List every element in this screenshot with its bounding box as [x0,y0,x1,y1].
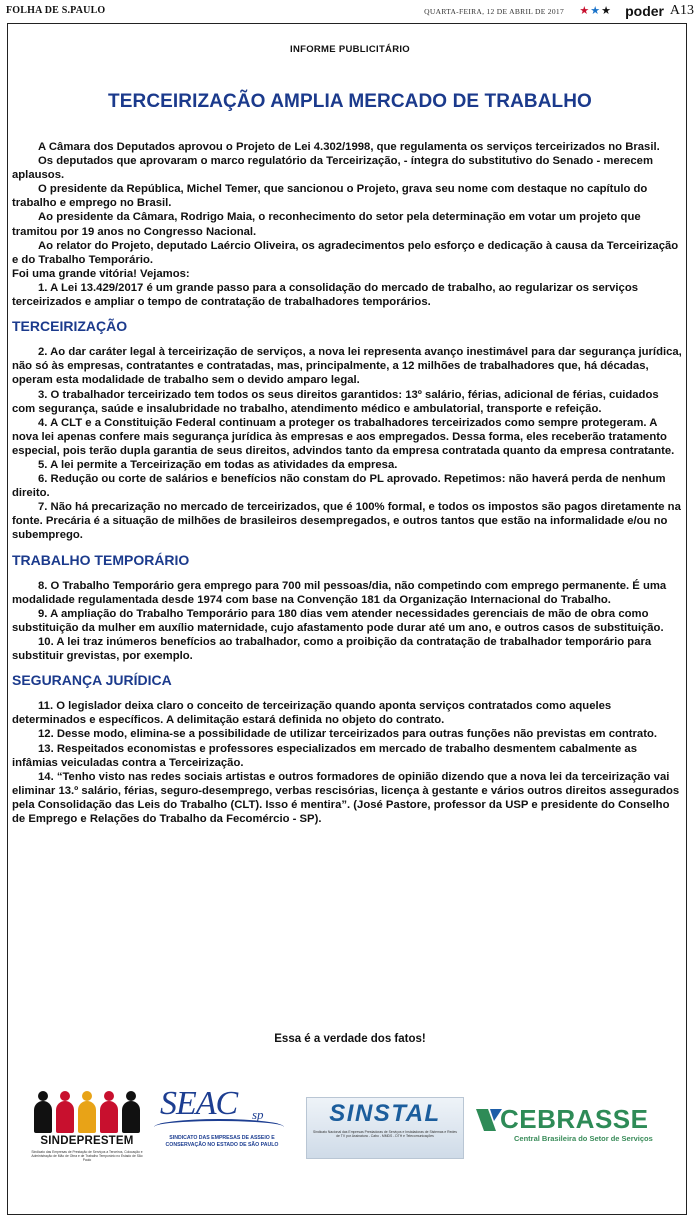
star-icon: ★ [590,5,602,17]
star-icon: ★ [601,5,612,17]
newspaper-masthead [6,4,694,20]
seac-sp-logo [152,1085,292,1170]
sponsor-logos [0,1085,700,1175]
cebrasse-mark-icon [476,1107,502,1133]
closing-line: Essa é a verdade dos fatos! [274,1033,426,1045]
newspaper-name: FOLHA DE S.PAULO [6,5,106,16]
section-heading-terceirizacao: TERCEIRIZAÇÃO [12,318,128,335]
point-paragraph: 14. “Tenho visto nas redes sociais artistas e outros formadores de opinião dizendo que a nova lei da terceirização vai eliminar 13.º salário, férias, seguro-desemprego, verbas rescisórias, licença à gestante e vários outros direitos assegurados pela Consolidação das Leis do Trabalho (CLT). Isso é mentira”. (José Pastore, professor da USP e presidente do Conselho de Emprego e Relações do Trabalho da Fecomércio - SP). [12,770,680,826]
section-heading-trabalho-temporario: TRABALHO TEMPORÁRIO [12,551,190,568]
point-paragraph: 5. A lei permite a Terceirização em todas as atividades da empresa. [38,458,398,471]
section-heading-seguranca-juridica: SEGURANÇA JURÍDICA [12,672,172,689]
point-paragraph: 4. A CLT e a Constituição Federal continuam a proteger os trabalhadores terceirizados como sempre protegeram. A nova lei apenas confere mais segurança jurídica às empresas e aos empregados. Dessa forma, eles receberão tratamento especial, pois terão dupla garantia de seus direitos, advindos tanto da empresa contratada quanto da empresa contratante. [12,416,675,457]
cebrasse-logo [476,1103,666,1163]
point-paragraph: 3. O trabalhador terceirizado tem todos os seus direitos garantidos: 13º salário, férias, adicional de férias, cuidados com segurança, saúde e insalubridade no trabalho, atendimento médico e ambulatorial, transporte e refeição. [12,388,659,415]
point-paragraph: 10. A lei traz inúmeros benefícios ao trabalhador, como a proibição da contratação de trabalhador temporário para substituir grevistas, por exemplo. [12,636,652,663]
sindeprestem-fine-print: Sindicato das Empresas de Prestação de Serviços a Terceiros, Colocação e Administração de Mão de Obra e de Trabalho Temporário no Estado de São Paulo [31,1150,143,1162]
intro-paragraph: Os deputados que aprovaram o marco regulatório da Terceirização, - íntegra do substitutivo do Senado - merecem aplausos. [12,155,653,182]
people-figures-icon [34,1093,140,1133]
seac-subtitle: SINDICATO DAS EMPRESAS DE ASSEIO E CONSERVAÇÃO NO ESTADO DE SÃO PAULO [165,1135,279,1148]
sinstal-wordmark: SINSTAL [329,1100,441,1127]
seac-wordmark: SEAC [160,1085,238,1122]
edition-date: QUARTA-FEIRA, 12 DE ABRIL DE 2017 [424,7,564,16]
page-number: A13 [669,3,694,18]
point-paragraph: 11. O legislador deixa claro o conceito de terceirização quando aponta serviços contratados como aqueles determinados e específicos. A delimitação estará definida no objeto do contrato. [12,700,612,727]
point-paragraph: 8. O Trabalho Temporário gera emprego para 700 mil pessoas/dia, não competindo com emprego permanente. É uma modalidade regulamentada desde 1974 com base na Convenção 181 da Organização Internacional do Trabalho. [12,579,667,606]
cebrasse-subtitle: Central Brasileira do Setor de Serviços [514,1134,653,1143]
ad-headline: TERCEIRIZAÇÃO AMPLIA MERCADO DE TRABALHO [108,91,592,112]
point-paragraph: 7. Não há precarização no mercado de terceirizados, que é 100% formal, e todos os impostos são pagos diretamente na fonte. Precária é a situação de milhões de brasileiros desempregados, e outros tantos que estão na informalidade e/ou no subemprego. [12,501,681,542]
point-paragraph: 1. A Lei 13.429/2017 é um grande passo para a consolidação do mercado de trabalho, ao regularizar os serviços terceirizados e ampliar o tempo de contratação de trabalhadores temporários. [12,281,639,309]
intro-paragraph: A Câmara dos Deputados aprovou o Projeto de Lei 4.302/1998, que regulamenta os serviços terceirizados no Brasil. [38,141,660,153]
point-paragraph: 9. A ampliação do Trabalho Temporário para 180 dias vem atender necessidades gerenciais de mão de obra como substituição da mulher em auxílio maternidade, cujo afastamento pode durar até um ano, e outros casos de substituição. [12,607,664,634]
point-paragraph: 13. Respeitados economistas e professores especializados em mercado de trabalho desmentem cabalmente as infâmias veiculadas contra a Terceirização. [12,742,637,769]
ad-body [12,140,684,826]
star-icon: ★ [579,5,591,17]
seac-suffix: sp [252,1107,264,1122]
ad-label: INFORME PUBLICITÁRIO [290,44,410,55]
sindeprestem-logo [28,1085,146,1170]
seac-swoosh-icon [154,1119,284,1135]
section-name: poder [625,3,664,19]
point-paragraph: 6. Redução ou corte de salários e benefícios não constam do PL aprovado. Repetimos: não haverá perda de nenhum direito. [12,473,666,500]
victory-line: Foi uma grande vitória! Vejamos: [12,267,190,280]
cebrasse-wordmark: CEBRASSE [500,1104,649,1134]
sinstal-subtitle: Sindicato Nacional das Empresas Prestadoras de Serviços e Instaladoras de Sistemas e Redes de TV por Assinatura - Cabo - MMDS - DTH e Telecomunicações [313,1130,457,1139]
intro-paragraph: O presidente da República, Michel Temer, que sancionou o Projeto, grava seu nome com destaque no capítulo do trabalho e emprego no Brasil. [12,183,648,210]
edition-stars [579,4,612,17]
intro-paragraph: Ao presidente da Câmara, Rodrigo Maia, o reconhecimento do setor pela determinação em votar um projeto que tramitou por 19 anos no Congresso Nacional. [12,211,641,238]
sindeprestem-name: SINDEPRESTEM [40,1135,134,1147]
point-paragraph: 12. Desse modo, elimina-se a possibilidade de utilizar terceirizados para outras funções não previstas em contrato. [38,728,658,741]
intro-paragraph: Ao relator do Projeto, deputado Laércio Oliveira, os agradecimentos pelo esforço e dedicação à causa da Terceirização e do Trabalho Temporário. [12,239,679,266]
point-paragraph: 2. Ao dar caráter legal à terceirização de serviços, a nova lei representa avanço inestimável para dar segurança jurídica, não só às empresas, contratantes e contratadas, mas, principalmente, a 12 milhões de trabalhadores que, há décadas, operam esta modalidade de trabalho sem o devido amparo legal. [12,346,682,387]
sinstal-logo [306,1097,464,1159]
